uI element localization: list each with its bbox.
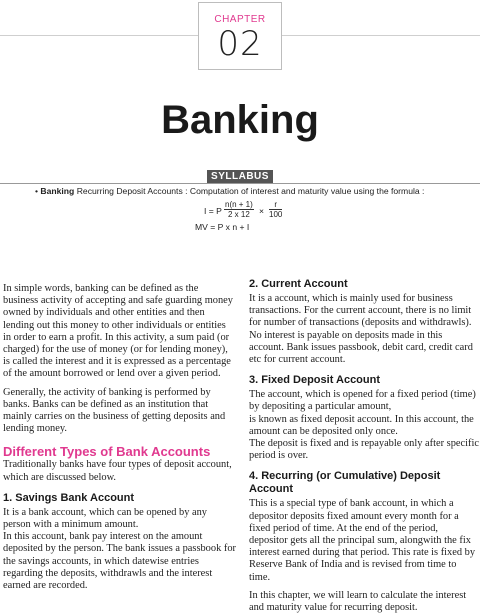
formula-fraction-1 — [224, 200, 254, 219]
fixed-paragraph-1: The account, which is opened for a fixed period (time) by depositing a particular amount, — [249, 389, 476, 413]
types-paragraph: Traditionally banks have four types of deposit account, which are discussed below. — [3, 459, 232, 483]
fixed-heading: 3. Fixed Deposit Account — [249, 374, 381, 387]
savings-heading: 1. Savings Bank Account — [3, 491, 135, 504]
fraction-2-numerator: r — [269, 200, 282, 210]
times-sign: × — [259, 206, 265, 216]
fixed-paragraph-3: The deposit is fixed and is repayable only after specific period is over. — [249, 438, 479, 462]
recurring-paragraph: This is a special type of bank account, in which a depositor deposits fixed amount every month for a fixed period of time. At the end of the period, depositor gets all the principal sum, alongwith the fix interest earned during that period. This rate is fixed by Reserve Bank of India and is revised from time to time. — [249, 498, 476, 583]
current-heading: 2. Current Account — [249, 278, 348, 290]
fraction-1-numerator: n(n + 1) — [225, 200, 253, 209]
chapter-number: 02 — [217, 24, 263, 64]
fraction-2-denominator: 100 — [269, 210, 283, 219]
recurring-heading: 4. Recurring (or Cumulative) Deposit Account — [249, 470, 441, 496]
bullet: • — [35, 186, 39, 196]
chapter-box — [198, 2, 282, 70]
formula-fraction-2 — [269, 200, 282, 219]
right-column — [249, 278, 479, 614]
intro-paragraph: In simple words, banking can be defined as the business activity of accepting and safe guarding money owned by individuals and other entities and then lending out this money to other individuals or entities in order to earn a profit. In this activity, a sum paid (or charged) for the use of money (or for lending money), is called the interest and it is expressed as a percentage of the amount borrowed or lend over a given period. — [3, 283, 233, 380]
syllabus-text — [35, 186, 475, 196]
syllabus-rule — [0, 183, 480, 184]
syllabus-badge: SYLLABUS — [207, 170, 273, 183]
maturity-formula: MV = P x n + I — [195, 222, 250, 232]
banking-paragraph: Generally, the activity of banking is performed by banks. Banks can be defined as an institution that mainly carries on the business of getting deposits and lending money. — [3, 386, 226, 435]
fixed-paragraph-2: is known as fixed deposit account. In this account, the amount can be deposited only once. — [249, 413, 474, 437]
types-heading: Different Types of Bank Accounts — [3, 444, 211, 460]
interest-formula — [204, 200, 314, 222]
fraction-1-denominator: 2 x 12 — [228, 210, 250, 219]
savings-paragraph-1: It is a bank account, which can be opened by any person with a minimum amount. — [3, 506, 207, 531]
syllabus-topic: Banking — [40, 186, 75, 196]
left-column — [3, 283, 236, 592]
savings-paragraph-2: In this account, bank pay interest on the amount deposited by the person. The bank issues a passbook for the savings accounts, in which datewise entries regarding the deposits, withdrawls and the interest earned are recorded. — [3, 531, 236, 592]
chapter-label: CHAPTER — [214, 14, 266, 25]
recurring-paragraph-2: In this chapter, we will learn to calculate the interest and maturity value for recurring deposit. — [249, 589, 467, 614]
page-title: Banking — [161, 98, 319, 142]
syllabus-description: Recurring Deposit Accounts : Computation of interest and maturity value using the formula : — [76, 186, 425, 196]
current-paragraph: It is a account, which is mainly used for business transactions. For the current account, there is no limit for number of transactions (deposits and withdrawls). No interest is payable on deposits made in this account. Bank issues passbook, debit card, credit card etc for current account. — [249, 293, 473, 366]
formula-lhs: I = P — [204, 206, 222, 216]
